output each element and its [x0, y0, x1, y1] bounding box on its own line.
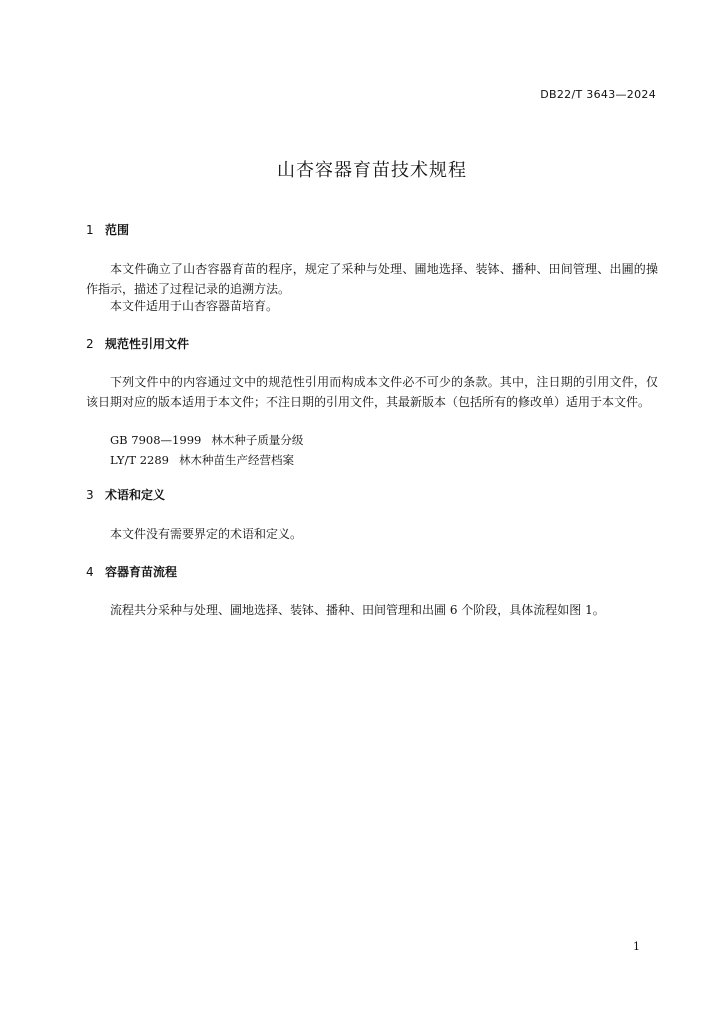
section-number: 3 [86, 488, 94, 502]
reference-code: GB 7908—1999 [110, 433, 202, 447]
reference-title: 林木种子质量分级 [211, 433, 304, 447]
reference-title: 林木种苗生产经营档案 [178, 453, 294, 467]
section-heading-normative-references [86, 336, 189, 352]
section-heading-nursery-process [86, 564, 177, 580]
section-heading-terms-definitions [86, 487, 165, 503]
section-number: 4 [86, 565, 94, 579]
reference-item [110, 430, 658, 450]
paragraph: 本文件确立了山杏容器育苗的程序，规定了采种与处理、圃地选择、装钵、播种、田间管理、出圃的操作指示，描述了过程记录的追溯方法。 [86, 262, 658, 296]
paragraph: 下列文件中的内容通过文中的规范性引用而构成本文件必不可少的条款。其中，注日期的引用文件，仅该日期对应的版本适用于本文件；不注日期的引用文件，其最新版本（包括所有的修改单）适用于本文件。 [86, 375, 658, 409]
paragraph: 本文件适用于山杏容器苗培育。 [110, 299, 279, 313]
document-code: DB22/T 3643—2024 [540, 88, 656, 101]
reference-item [110, 450, 658, 470]
paragraph: 本文件没有需要界定的术语和定义。 [110, 527, 303, 541]
page-number: 1 [633, 940, 640, 953]
paragraph: 流程共分采种与处理、圃地选择、装钵、播种、田间管理和出圃 6 个阶段，具体流程如图 1。 [110, 603, 605, 617]
section-title: 术语和定义 [105, 488, 166, 502]
section-number: 1 [86, 223, 94, 237]
section-title: 规范性引用文件 [105, 337, 190, 351]
section-heading-scope [86, 222, 129, 238]
section-title: 容器育苗流程 [105, 565, 178, 579]
reference-code: LY/T 2289 [110, 453, 169, 467]
section-title: 范围 [105, 223, 130, 237]
section-number: 2 [86, 337, 94, 351]
document-title: 山杏容器育苗技术规程 [277, 160, 467, 181]
